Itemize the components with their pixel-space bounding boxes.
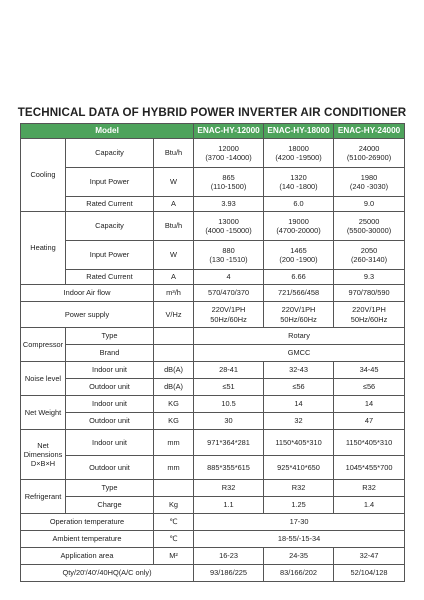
unit-cell: W — [154, 168, 194, 197]
value-cell: 12000 (3700 -14000) — [194, 139, 264, 168]
unit-cell: Btu/h — [154, 139, 194, 168]
table-row — [21, 212, 405, 241]
table-row — [21, 362, 405, 379]
value-cell: 880 (130 -1510) — [194, 241, 264, 270]
table-row — [21, 514, 405, 531]
spec-table — [20, 123, 405, 582]
header-model-3: ENAC-HY-24000 — [334, 124, 405, 139]
row-label: Qty/20'/40'/40HQ(A/C only) — [21, 565, 194, 582]
group-noise-level: Noise level — [21, 362, 66, 396]
unit-cell — [154, 480, 194, 497]
unit-cell: mm — [154, 430, 194, 456]
value-cell: 10.5 — [194, 396, 264, 413]
table-row — [21, 531, 405, 548]
unit-cell: KG — [154, 413, 194, 430]
row-label: Outdoor unit — [66, 413, 154, 430]
header-model-2: ENAC-HY-18000 — [264, 124, 334, 139]
table-row — [21, 241, 405, 270]
table-row — [21, 270, 405, 285]
value-cell: 17-30 — [194, 514, 405, 531]
value-cell: 865 (110-1500) — [194, 168, 264, 197]
row-label: Input Power — [66, 168, 154, 197]
table-row — [21, 480, 405, 497]
row-label: Outdoor unit — [66, 456, 154, 480]
table-row — [21, 396, 405, 413]
table-row — [21, 139, 405, 168]
value-cell: 220V/1PH 50Hz/60Hz — [264, 302, 334, 328]
value-cell: 25000 (5500-30000) — [334, 212, 405, 241]
row-label: Power supply — [21, 302, 154, 328]
table-row — [21, 197, 405, 212]
unit-cell: W — [154, 241, 194, 270]
row-label: Indoor Air flow — [21, 285, 154, 302]
table-row — [21, 168, 405, 197]
table-row — [21, 328, 405, 345]
value-cell: 1.4 — [334, 497, 405, 514]
group-heating: Heating — [21, 212, 66, 285]
value-cell: 28-41 — [194, 362, 264, 379]
value-cell: 1045*455*700 — [334, 456, 405, 480]
row-label: Application area — [21, 548, 154, 565]
value-cell: 1.25 — [264, 497, 334, 514]
table-row — [21, 345, 405, 362]
unit-cell: m³/h — [154, 285, 194, 302]
row-label: Input Power — [66, 241, 154, 270]
value-cell: 1.1 — [194, 497, 264, 514]
row-label: Indoor unit — [66, 396, 154, 413]
value-cell: 32-43 — [264, 362, 334, 379]
value-cell: 32-47 — [334, 548, 405, 565]
value-cell: 9.0 — [334, 197, 405, 212]
value-cell: 6.66 — [264, 270, 334, 285]
value-cell: 18-55/-15-34 — [194, 531, 405, 548]
value-cell: 925*410*650 — [264, 456, 334, 480]
value-cell: 885*355*615 — [194, 456, 264, 480]
value-cell: 1320 (140 -1800) — [264, 168, 334, 197]
unit-cell: Kg — [154, 497, 194, 514]
table-row — [21, 548, 405, 565]
value-cell: R32 — [334, 480, 405, 497]
row-label: Charge — [66, 497, 154, 514]
value-cell: 32 — [264, 413, 334, 430]
value-cell: 2050 (260-3140) — [334, 241, 405, 270]
row-label: Ambient temperature — [21, 531, 154, 548]
row-label: Operation temperature — [21, 514, 154, 531]
row-label: Outdoor unit — [66, 379, 154, 396]
row-label: Type — [66, 328, 154, 345]
table-row — [21, 565, 405, 582]
value-cell: 220V/1PH 50Hz/60Hz — [194, 302, 264, 328]
table-row — [21, 456, 405, 480]
value-cell: 18000 (4200 -19500) — [264, 139, 334, 168]
unit-cell: dB(A) — [154, 362, 194, 379]
value-cell: R32 — [264, 480, 334, 497]
unit-cell: A — [154, 197, 194, 212]
value-cell: 13000 (4000 -15000) — [194, 212, 264, 241]
group-net-dimensions: Net Dimensions D×B×H — [21, 430, 66, 480]
unit-cell: ℃ — [154, 514, 194, 531]
value-cell: 52/104/128 — [334, 565, 405, 582]
header-model: Model — [21, 124, 194, 139]
group-net-weight: Net Weight — [21, 396, 66, 430]
value-cell: 9.3 — [334, 270, 405, 285]
document-title: TECHNICAL DATA OF HYBRID POWER INVERTER AIR CONDITIONER — [17, 106, 407, 119]
value-cell: ≤56 — [264, 379, 334, 396]
table-row — [21, 302, 405, 328]
value-cell: 220V/1PH 50Hz/60Hz — [334, 302, 405, 328]
unit-cell: ℃ — [154, 531, 194, 548]
value-cell: 4 — [194, 270, 264, 285]
value-cell: ≤51 — [194, 379, 264, 396]
value-cell: 6.0 — [264, 197, 334, 212]
value-cell: 14 — [264, 396, 334, 413]
value-cell: 93/186/225 — [194, 565, 264, 582]
row-label: Capacity — [66, 212, 154, 241]
unit-cell — [154, 328, 194, 345]
table-row — [21, 413, 405, 430]
table-row — [21, 497, 405, 514]
row-label: Rated Current — [66, 197, 154, 212]
value-cell: 1150*405*310 — [334, 430, 405, 456]
value-cell: R32 — [194, 480, 264, 497]
row-label: Rated Current — [66, 270, 154, 285]
group-cooling: Cooling — [21, 139, 66, 212]
table-row — [21, 430, 405, 456]
value-cell: 24-35 — [264, 548, 334, 565]
header-model-1: ENAC-HY-12000 — [194, 124, 264, 139]
row-label: Indoor unit — [66, 430, 154, 456]
value-cell: 16-23 — [194, 548, 264, 565]
table-row — [21, 285, 405, 302]
unit-cell: dB(A) — [154, 379, 194, 396]
value-cell: Rotary — [194, 328, 405, 345]
value-cell: 14 — [334, 396, 405, 413]
value-cell: 3.93 — [194, 197, 264, 212]
value-cell: 721/566/458 — [264, 285, 334, 302]
row-label: Brand — [66, 345, 154, 362]
unit-cell: V/Hz — [154, 302, 194, 328]
row-label: Indoor unit — [66, 362, 154, 379]
group-compressor: Compressor — [21, 328, 66, 362]
value-cell: ≤56 — [334, 379, 405, 396]
value-cell: 970/780/590 — [334, 285, 405, 302]
header-row — [21, 124, 405, 139]
value-cell: 19000 (4700-20000) — [264, 212, 334, 241]
unit-cell: Btu/h — [154, 212, 194, 241]
value-cell: 1465 (200 -1900) — [264, 241, 334, 270]
value-cell: 1150*405*310 — [264, 430, 334, 456]
unit-cell: mm — [154, 456, 194, 480]
value-cell: 971*364*281 — [194, 430, 264, 456]
value-cell: 24000 (5100-26900) — [334, 139, 405, 168]
value-cell: 34-45 — [334, 362, 405, 379]
value-cell: 83/166/202 — [264, 565, 334, 582]
unit-cell: A — [154, 270, 194, 285]
value-cell: 1980 (240 -3030) — [334, 168, 405, 197]
unit-cell: KG — [154, 396, 194, 413]
value-cell: 570/470/370 — [194, 285, 264, 302]
row-label: Capacity — [66, 139, 154, 168]
row-label: Type — [66, 480, 154, 497]
value-cell: 30 — [194, 413, 264, 430]
unit-cell — [154, 345, 194, 362]
value-cell: GMCC — [194, 345, 405, 362]
value-cell: 47 — [334, 413, 405, 430]
unit-cell: M² — [154, 548, 194, 565]
table-row — [21, 379, 405, 396]
group-refrigerant: Refrigerant — [21, 480, 66, 514]
